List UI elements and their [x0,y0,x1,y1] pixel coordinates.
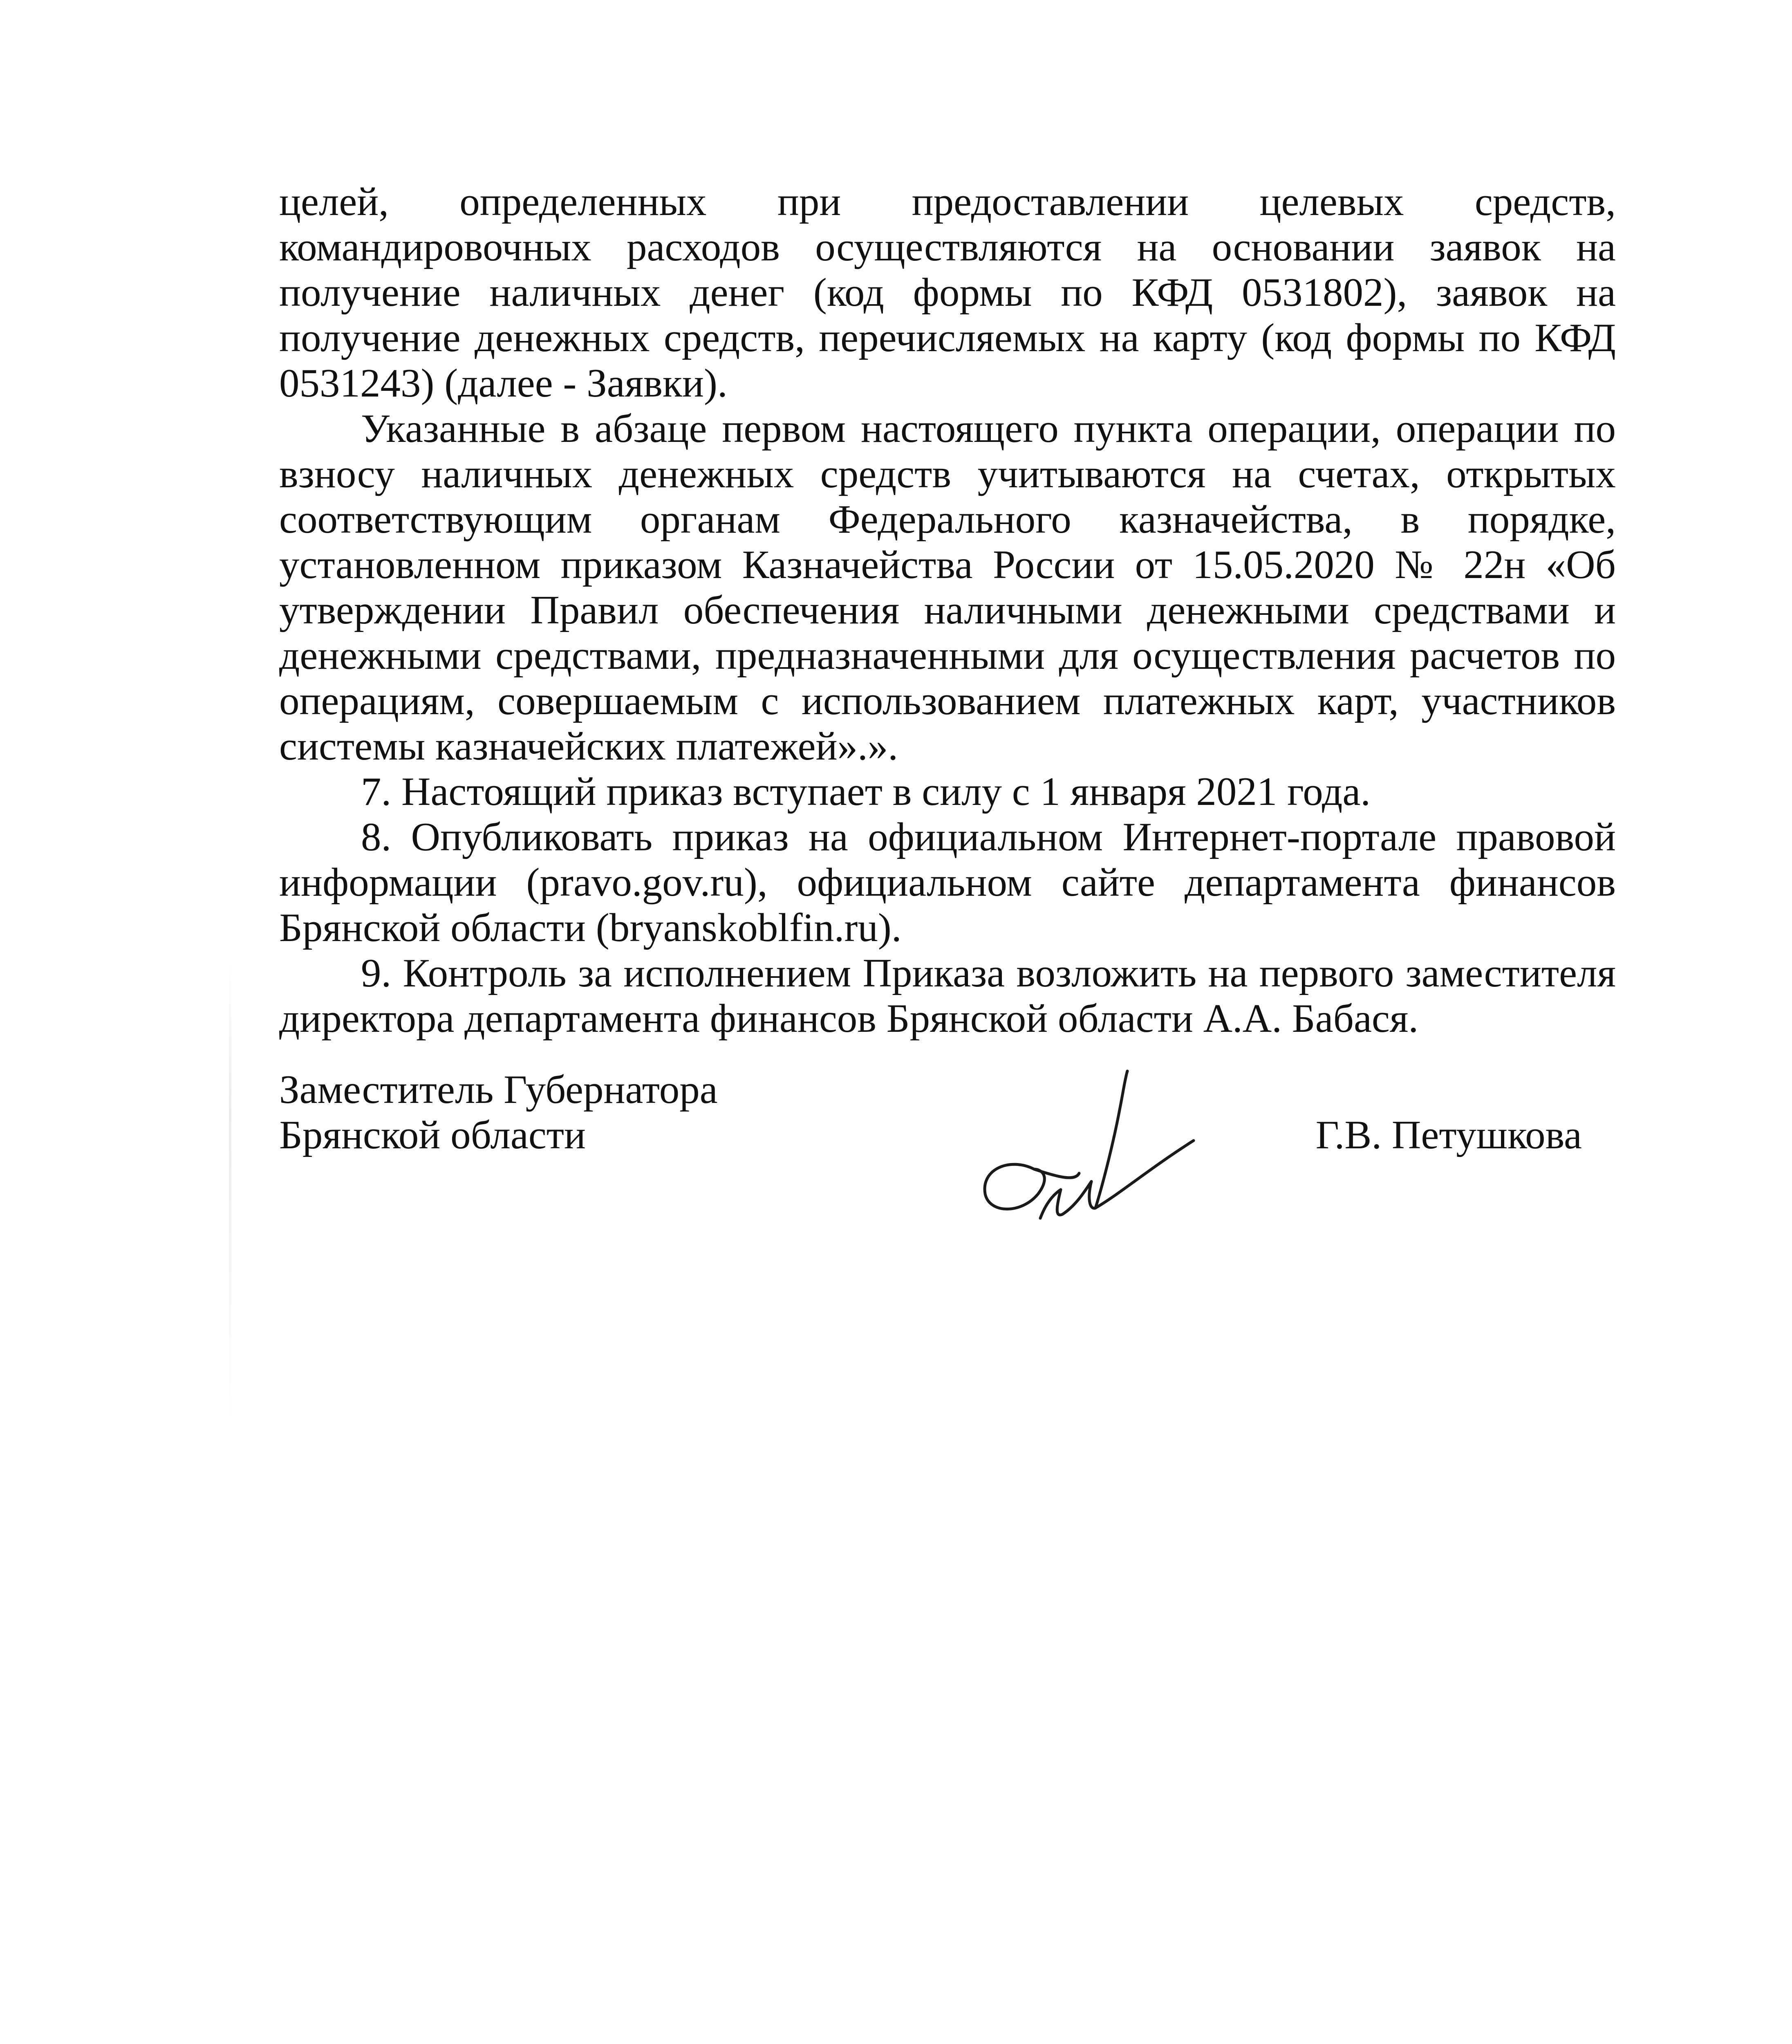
signature-block [279,1067,1616,1158]
signature-loop-stroke [985,1164,1079,1209]
document-body [279,179,1616,1041]
signatory-title-line-1: Заместитель Губернатора [279,1067,718,1112]
scan-edge-shadow [229,961,231,1423]
signatory-title-line-2: Брянской области [279,1113,586,1157]
paragraph-item-8: 8. Опубликовать приказ на официальном Интернет-портале правовой информации (pravo.gov.ru), официальном сайте департамента финансов Брянской области (bryanskoblfin.ru). [279,815,1616,950]
signature-long-stroke [1095,1071,1127,1208]
handwritten-signature [973,1047,1202,1259]
signature-middle-stroke [1040,1181,1095,1218]
paragraph-item-9: 9. Контроль за исполнением Приказа возложить на первого заместителя директора департамента финансов Брянской области А.А. Бабася. [279,951,1616,1041]
paragraph-continuation: целей, определенных при предоставлении целевых средств, командировочных расходов осуществляются на основании заявок на получение наличных денег (код формы по КФД 0531802), заявок на получение денежных средств, перечисляемых на карту (код формы по КФД 0531243) (далее - Заявки). [279,179,1616,406]
paragraph-item-7: 7. Настоящий приказ вступает в силу с 1 января 2021 года. [361,769,1371,814]
paragraph-operations-accounting: Указанные в абзаце первом настоящего пункта операции, операции по взносу наличных денежных средств учитываются на счетах, открытых соответствующим органам Федерального казначейства, в порядке, установленном приказом Казначейства России от 15.05.2020 № 22н «Об утверждении Правил обеспечения наличными денежными средствами и денежными средствами, предназначенными для осуществления расчетов по операциям, совершаемым с использованием платежных карт, участников системы казначейских платежей».». [279,406,1616,769]
signatory-name: Г.В. Петушкова [1315,1113,1582,1157]
